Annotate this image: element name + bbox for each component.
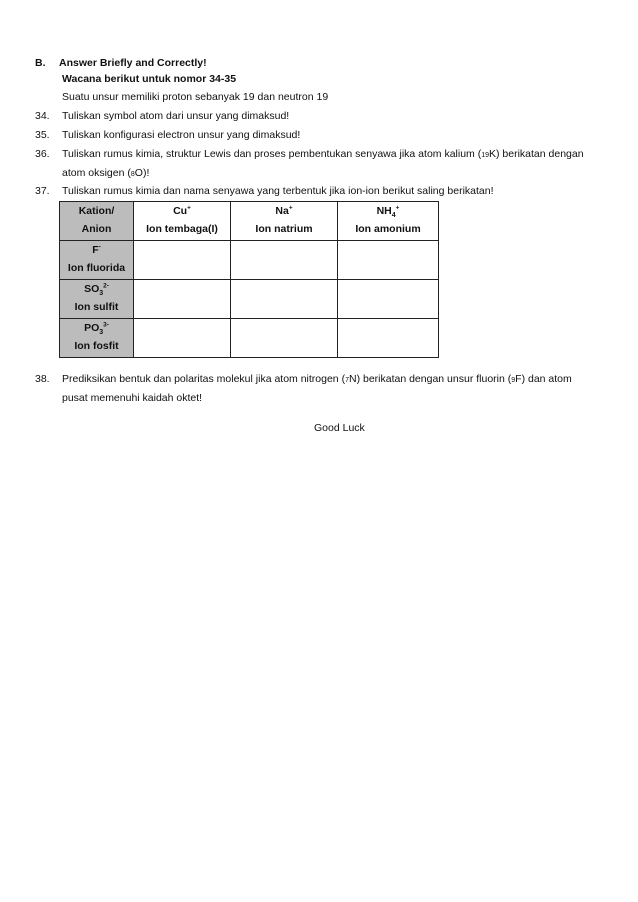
closing-text: Good Luck (314, 422, 365, 434)
cation-header-cu (134, 202, 231, 241)
anion-header-so3 (60, 280, 134, 319)
answer-cell (134, 241, 231, 280)
table-header-row (60, 202, 439, 241)
anion-name: Ion fluorida (67, 262, 126, 274)
question-35-text: Tuliskan konfigurasi electron unsur yang dimaksud! (62, 129, 301, 141)
oxygen-atomic-number: 8 (130, 171, 135, 178)
cation-header-na (231, 202, 338, 241)
anion-name: Ion fosfit (74, 340, 119, 352)
potassium-atomic-number: 19 (481, 152, 489, 159)
question-37-number: 37. (35, 185, 50, 197)
question-38-line2: pusat memenuhi kaidah oktet! (62, 392, 203, 404)
question-36-line2 (62, 166, 149, 182)
question-36-line1-a: Tuliskan rumus kimia, struktur Lewis dan proses pembentukan senyawa jika atom kalium ( (62, 148, 482, 160)
cation-symbol: Na+ (275, 204, 293, 217)
corner-line1: Kation/ (78, 205, 115, 217)
table-row-fluoride (60, 241, 439, 280)
cation-symbol: Cu+ (173, 204, 191, 217)
cation-name: Ion natrium (255, 223, 313, 235)
cation-name: Ion tembaga(I) (146, 223, 218, 235)
table-row-sulfite (60, 280, 439, 319)
answer-cell (134, 319, 231, 358)
question-36-line2-b: O)! (134, 167, 150, 179)
passage-text: Suatu unsur memiliki proton sebanyak 19 dan neutron 19 (62, 91, 329, 103)
question-36-line1-b: K) berikatan dengan (489, 148, 584, 160)
section-title: Answer Briefly and Correctly! (59, 57, 207, 69)
fluorine-atomic-number: 9 (511, 377, 516, 384)
anion-header-po3 (60, 319, 134, 358)
anion-symbol: $PO_3^{3-}$ (84, 321, 109, 337)
question-36-line2-a: atom oksigen ( (62, 167, 131, 179)
corner-line2: Anion (81, 223, 112, 235)
question-37-text: Tuliskan rumus kimia dan nama senyawa yang terbentuk jika ion-ion berikut saling berikatan! (62, 185, 494, 197)
passage-title: Wacana berikut untuk nomor 34-35 (62, 73, 237, 85)
cation-name: Ion amonium (355, 223, 421, 235)
answer-cell (338, 280, 439, 319)
table-row-phosphite (60, 319, 439, 358)
question-38-line1-c: F) dan atom (515, 373, 572, 385)
answer-cell (338, 319, 439, 358)
question-35-number: 35. (35, 129, 50, 141)
answer-cell (231, 319, 338, 358)
question-36-number: 36. (35, 148, 50, 160)
cation-header-nh4 (338, 202, 439, 241)
question-34-text: Tuliskan symbol atom dari unsur yang dimaksud! (62, 110, 290, 122)
answer-cell (231, 280, 338, 319)
question-36-line1 (62, 147, 584, 163)
nitrogen-atomic-number: 7 (345, 377, 349, 384)
answer-cell (231, 241, 338, 280)
section-letter: B. (35, 57, 46, 69)
question-38-line1 (62, 372, 572, 388)
anion-symbol: F- (92, 243, 101, 256)
anion-symbol: $SO_3^{2-}$ (84, 282, 109, 298)
ion-table (59, 201, 439, 358)
answer-cell (338, 241, 439, 280)
question-38-line1-a: Prediksikan bentuk dan polaritas molekul jika atom nitrogen ( (62, 373, 346, 385)
anion-header-f (60, 241, 134, 280)
answer-cell (134, 280, 231, 319)
cation-symbol: $NH_4^+$ (376, 204, 400, 220)
table-corner-cell (60, 202, 134, 241)
anion-name: Ion sulfit (74, 301, 119, 313)
question-38-line1-b: N) berikatan dengan unsur fluorin ( (348, 373, 512, 385)
question-34-number: 34. (35, 110, 50, 122)
question-38-number: 38. (35, 373, 50, 385)
